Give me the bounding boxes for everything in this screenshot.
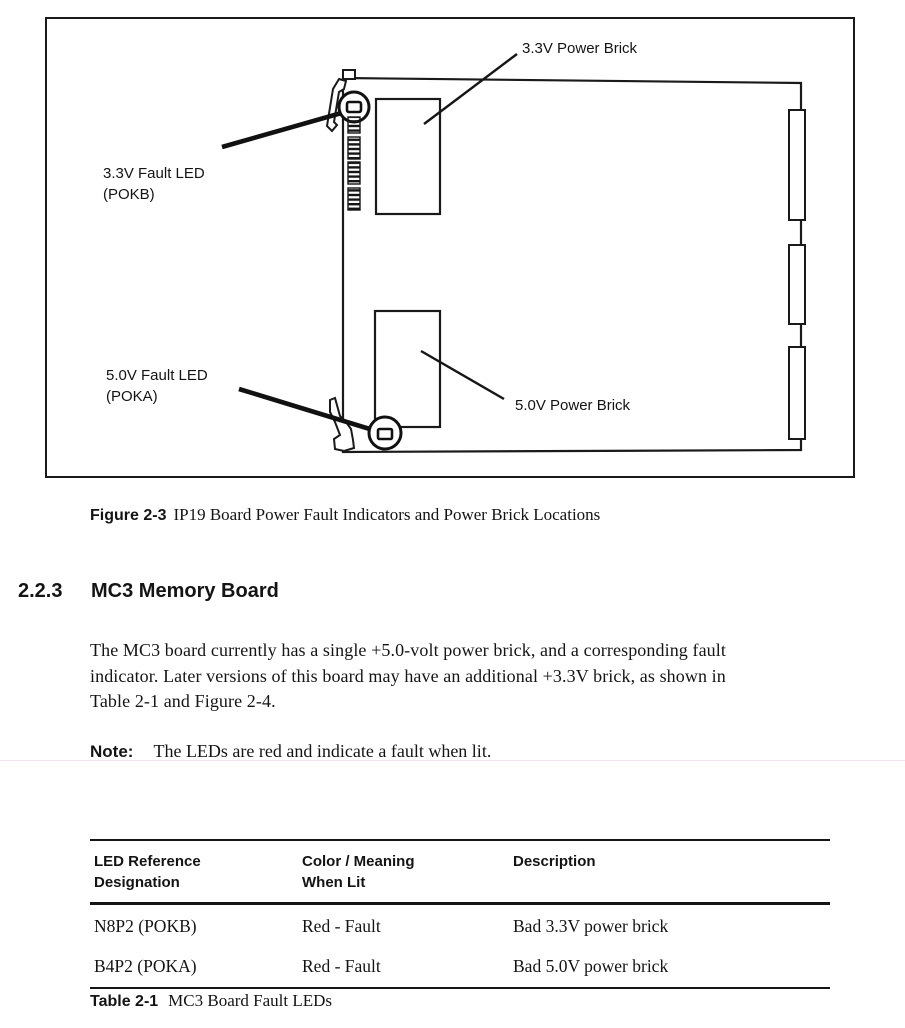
body-line-2: indicator. Later versions of this board may have an additional +3.3V brick, as shown in — [90, 665, 726, 686]
connector-2 — [789, 245, 805, 324]
header-description — [513, 851, 830, 893]
table-caption-text: MC3 Board Fault LEDs — [168, 991, 333, 1010]
label-power-brick-33: 3.3V Power Brick — [522, 40, 638, 57]
body-line-3: Table 2-1 and Figure 2-4. — [90, 691, 276, 711]
fault-led-33 — [347, 102, 361, 112]
table-bottom-rule — [90, 987, 830, 989]
note-label: Note: — [90, 742, 134, 761]
cell-designation: N8P2 (POKB) — [94, 916, 197, 936]
table-header-row — [90, 841, 830, 902]
fault-led-table — [90, 839, 830, 989]
pin-blocks — [348, 117, 360, 210]
label-fault-led-33-line1: 3.3V Fault LED — [103, 165, 205, 182]
table-row — [90, 905, 830, 939]
header-led-reference-line1: LED Reference — [94, 853, 201, 870]
power-brick-33-outline — [376, 99, 440, 214]
header-color-meaning-line1: Color / Meaning — [302, 853, 415, 870]
figure-2-3-frame — [45, 17, 855, 478]
label-fault-led-50 — [106, 365, 208, 407]
cell-color-meaning: Red - Fault — [302, 916, 381, 936]
header-color-meaning — [302, 851, 513, 893]
table-row — [90, 939, 830, 987]
label-power-brick-50: 5.0V Power Brick — [515, 397, 631, 414]
cell-color-meaning: Red - Fault — [302, 956, 381, 976]
cell-description: Bad 5.0V power brick — [513, 956, 669, 976]
label-fault-led-50-line2: (POKA) — [106, 388, 158, 405]
section-title: MC3 Memory Board — [91, 580, 279, 602]
connector-3 — [789, 347, 805, 439]
section-number: 2.2.3 — [18, 580, 63, 602]
figure-caption-text: IP19 Board Power Fault Indicators and Power Brick Locations — [173, 505, 601, 524]
label-fault-led-50-line1: 5.0V Fault LED — [106, 367, 208, 384]
scan-artifact-line — [0, 760, 905, 761]
board-diagram — [47, 19, 853, 476]
cell-designation: B4P2 (POKA) — [94, 956, 197, 976]
note — [90, 741, 491, 762]
pointer-line-fault-led-33 — [222, 112, 345, 147]
figure-caption — [90, 505, 600, 525]
label-fault-led-33 — [103, 163, 205, 205]
table-caption-label: Table 2-1 — [90, 993, 159, 1010]
fault-led-50 — [378, 429, 392, 439]
figure-caption-label: Figure 2-3 — [90, 507, 167, 524]
header-description-line1: Description — [513, 853, 596, 870]
table-caption — [90, 991, 332, 1011]
header-led-reference-line2: Designation — [94, 874, 180, 891]
header-led-reference — [94, 851, 302, 893]
power-brick-50-outline — [375, 311, 440, 427]
body-line-1: The MC3 board currently has a single +5.0-volt power brick, and a corresponding fault — [90, 640, 726, 660]
cell-description: Bad 3.3V power brick — [513, 916, 669, 936]
header-color-meaning-line2: When Lit — [302, 874, 366, 891]
connector-1 — [789, 110, 805, 220]
label-fault-led-33-line2: (POKB) — [103, 186, 155, 203]
body-paragraph — [90, 638, 890, 715]
board-edge-tab — [343, 70, 355, 79]
note-text: The LEDs are red and indicate a fault when lit. — [153, 741, 492, 761]
